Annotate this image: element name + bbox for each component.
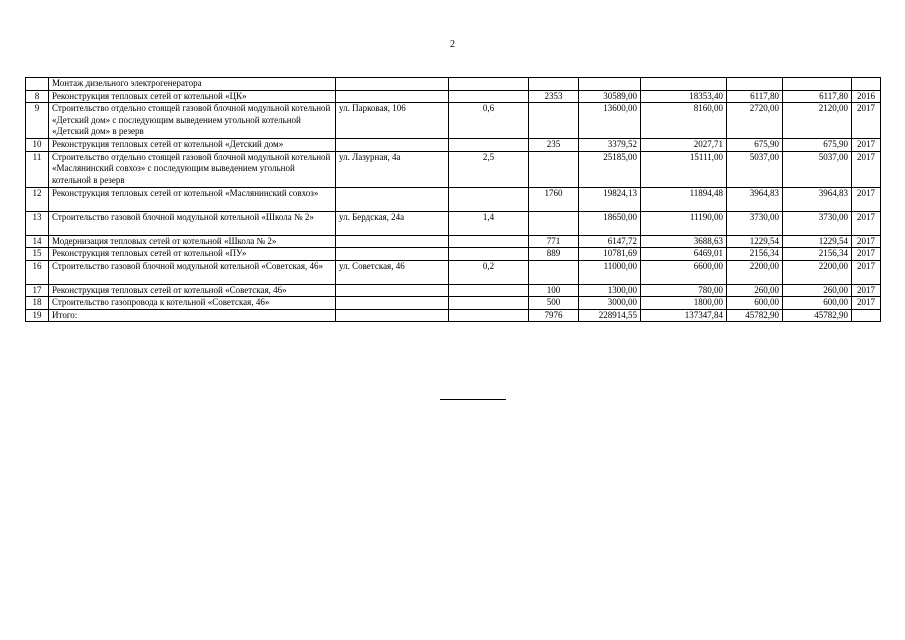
row-number: 10 [26, 139, 49, 152]
row-address [336, 90, 449, 103]
row-length [529, 211, 579, 235]
row-cost-source-1: 3688,63 [641, 235, 727, 248]
row-year: 2017 [852, 235, 881, 248]
row-name: Реконструкция тепловых сетей от котельной «Детский дом» [49, 139, 336, 152]
row-total-cost: 3000,00 [579, 297, 641, 310]
table-row [26, 151, 881, 187]
row-name: Модернизация тепловых сетей от котельной «Школа № 2» [49, 235, 336, 248]
row-number [26, 78, 49, 91]
row-cost-source-2: 45782,90 [727, 309, 783, 322]
row-cost-source-2: 2200,00 [727, 260, 783, 284]
row-number: 15 [26, 248, 49, 261]
row-cost-source-3: 45782,90 [783, 309, 852, 322]
row-address [336, 248, 449, 261]
row-cost-source-2: 3964,83 [727, 187, 783, 211]
row-address: ул. Парковая, 106 [336, 103, 449, 139]
row-power: 0,6 [449, 103, 529, 139]
row-total-cost: 11000,00 [579, 260, 641, 284]
row-cost-source-2: 3730,00 [727, 211, 783, 235]
row-power [449, 139, 529, 152]
page-number: 2 [450, 39, 455, 50]
row-cost-source-2: 260,00 [727, 284, 783, 297]
row-year: 2017 [852, 103, 881, 139]
row-cost-source-3: 600,00 [783, 297, 852, 310]
row-length: 2353 [529, 90, 579, 103]
row-address [336, 235, 449, 248]
row-address [336, 284, 449, 297]
row-length: 1760 [529, 187, 579, 211]
row-year: 2017 [852, 187, 881, 211]
row-name: Итого: [49, 309, 336, 322]
row-address [336, 309, 449, 322]
row-cost-source-1: 8160,00 [641, 103, 727, 139]
table-row [26, 139, 881, 152]
row-power [449, 297, 529, 310]
row-cost-source-1: 780,00 [641, 284, 727, 297]
row-power [449, 90, 529, 103]
row-number: 19 [26, 309, 49, 322]
row-number: 9 [26, 103, 49, 139]
row-length [529, 260, 579, 284]
row-cost-source-3: 5037,00 [783, 151, 852, 187]
row-address: ул. Лазурная, 4а [336, 151, 449, 187]
row-year [852, 78, 881, 91]
table-row [26, 187, 881, 211]
row-length [529, 78, 579, 91]
row-year: 2017 [852, 284, 881, 297]
row-year: 2017 [852, 297, 881, 310]
row-total-cost: 19824,13 [579, 187, 641, 211]
row-number: 18 [26, 297, 49, 310]
row-length: 500 [529, 297, 579, 310]
end-divider-line [440, 399, 506, 400]
row-total-cost: 6147,72 [579, 235, 641, 248]
row-cost-source-1: 11894,48 [641, 187, 727, 211]
row-year: 2016 [852, 90, 881, 103]
row-cost-source-1: 11190,00 [641, 211, 727, 235]
row-cost-source-3: 6117,80 [783, 90, 852, 103]
row-power: 0,2 [449, 260, 529, 284]
row-power [449, 284, 529, 297]
row-number: 12 [26, 187, 49, 211]
projects-table [25, 77, 881, 322]
row-cost-source-2: 600,00 [727, 297, 783, 310]
row-year: 2017 [852, 248, 881, 261]
row-cost-source-2: 1229,54 [727, 235, 783, 248]
row-cost-source-2: 675,90 [727, 139, 783, 152]
row-address: ул. Бердская, 24а [336, 211, 449, 235]
table-row [26, 284, 881, 297]
row-cost-source-1: 6469,01 [641, 248, 727, 261]
row-year: 2017 [852, 260, 881, 284]
row-number: 16 [26, 260, 49, 284]
row-cost-source-1 [641, 78, 727, 91]
row-power [449, 78, 529, 91]
row-number: 11 [26, 151, 49, 187]
table-row [26, 248, 881, 261]
row-name: Реконструкция тепловых сетей от котельной «Советская, 46» [49, 284, 336, 297]
row-power [449, 248, 529, 261]
row-name: Реконструкция тепловых сетей от котельной «Маслянинский совхоз» [49, 187, 336, 211]
row-cost-source-2: 6117,80 [727, 90, 783, 103]
row-cost-source-2: 5037,00 [727, 151, 783, 187]
row-cost-source-1: 15111,00 [641, 151, 727, 187]
row-total-cost [579, 78, 641, 91]
row-cost-source-1: 137347,84 [641, 309, 727, 322]
table-row [26, 211, 881, 235]
table-row [26, 103, 881, 139]
row-total-cost: 30589,00 [579, 90, 641, 103]
row-cost-source-2: 2720,00 [727, 103, 783, 139]
row-length: 889 [529, 248, 579, 261]
row-total-cost: 228914,55 [579, 309, 641, 322]
table-row [26, 309, 881, 322]
row-length [529, 151, 579, 187]
row-power [449, 235, 529, 248]
row-address [336, 78, 449, 91]
row-cost-source-3: 3964,83 [783, 187, 852, 211]
row-cost-source-1: 2027,71 [641, 139, 727, 152]
row-year: 2017 [852, 139, 881, 152]
row-number: 13 [26, 211, 49, 235]
row-name: Реконструкция тепловых сетей от котельной «ЦК» [49, 90, 336, 103]
row-name: Строительство отдельно стоящей газовой блочной модульной котельной «Маслянинский совхоз» с последующим выведением угольной котельной в резерв [49, 151, 336, 187]
row-power [449, 309, 529, 322]
row-name: Строительство газовой блочной модульной котельной «Советская, 46» [49, 260, 336, 284]
row-cost-source-1: 1800,00 [641, 297, 727, 310]
row-year: 2017 [852, 211, 881, 235]
row-power: 1,4 [449, 211, 529, 235]
row-total-cost: 25185,00 [579, 151, 641, 187]
row-name: Реконструкция тепловых сетей от котельной «ПУ» [49, 248, 336, 261]
row-cost-source-3: 260,00 [783, 284, 852, 297]
table-row [26, 90, 881, 103]
table-row [26, 78, 881, 91]
row-number: 17 [26, 284, 49, 297]
row-cost-source-3: 1229,54 [783, 235, 852, 248]
row-name: Строительство газопровода к котельной «Советская, 46» [49, 297, 336, 310]
row-cost-source-3: 2200,00 [783, 260, 852, 284]
row-length: 235 [529, 139, 579, 152]
row-cost-source-3: 2156,34 [783, 248, 852, 261]
row-power [449, 187, 529, 211]
row-total-cost: 10781,69 [579, 248, 641, 261]
row-address [336, 297, 449, 310]
row-cost-source-1: 6600,00 [641, 260, 727, 284]
row-length: 7976 [529, 309, 579, 322]
row-name: Монтаж дизельного электрогенератора [49, 78, 336, 91]
row-cost-source-3: 3730,00 [783, 211, 852, 235]
row-length: 771 [529, 235, 579, 248]
row-length [529, 103, 579, 139]
row-cost-source-3: 675,90 [783, 139, 852, 152]
table-row [26, 235, 881, 248]
row-length: 100 [529, 284, 579, 297]
row-total-cost: 13600,00 [579, 103, 641, 139]
row-number: 14 [26, 235, 49, 248]
row-name: Строительство газовой блочной модульной котельной «Школа № 2» [49, 211, 336, 235]
row-address [336, 187, 449, 211]
row-address: ул. Советская, 46 [336, 260, 449, 284]
row-cost-source-1: 18353,40 [641, 90, 727, 103]
row-number: 8 [26, 90, 49, 103]
row-total-cost: 3379,52 [579, 139, 641, 152]
table-row [26, 260, 881, 284]
row-cost-source-3: 2120,00 [783, 103, 852, 139]
row-year [852, 309, 881, 322]
row-cost-source-3 [783, 78, 852, 91]
row-year: 2017 [852, 151, 881, 187]
row-total-cost: 18650,00 [579, 211, 641, 235]
row-cost-source-2: 2156,34 [727, 248, 783, 261]
row-name: Строительство отдельно стоящей газовой блочной модульной котельной «Детский дом» с последующим выведением угольной котельной «Детский дом» в резерв [49, 103, 336, 139]
row-cost-source-2 [727, 78, 783, 91]
row-power: 2,5 [449, 151, 529, 187]
table-row [26, 297, 881, 310]
row-address [336, 139, 449, 152]
row-total-cost: 1300,00 [579, 284, 641, 297]
